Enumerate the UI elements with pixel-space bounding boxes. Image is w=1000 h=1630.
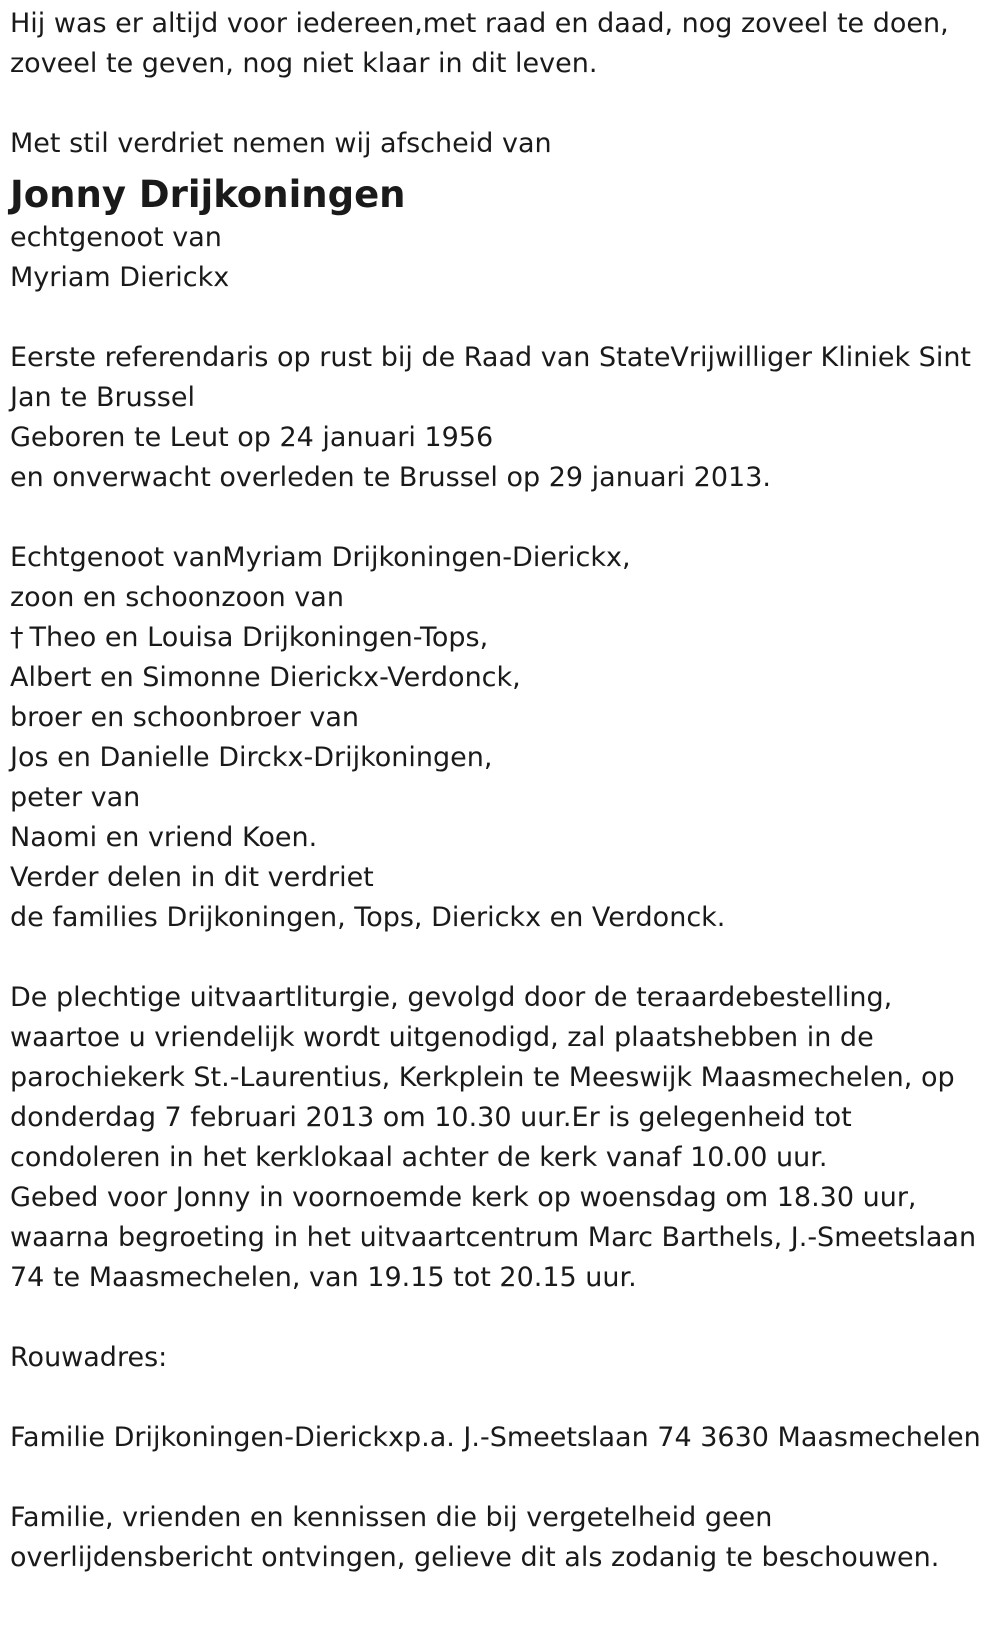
address-label: Rouwadres: bbox=[10, 1342, 168, 1373]
closing-line: Familie, vrienden en kennissen die bij vergetelheid geen bbox=[10, 1502, 773, 1533]
cross-icon: † bbox=[10, 622, 24, 653]
address-value: Familie Drijkoningen-Dierickxp.a. J.-Smeetslaan 74 3630 Maasmechelen bbox=[10, 1422, 981, 1453]
ceremony-line: parochiekerk St.-Laurentius, Kerkplein te Meeswijk Maasmechelen, op bbox=[10, 1062, 955, 1093]
biography bbox=[10, 338, 995, 498]
ceremony-line: condoleren in het kerklokaal achter de kerk vanaf 10.00 uur. bbox=[10, 1142, 828, 1173]
spacer bbox=[10, 1298, 995, 1338]
intro-line: Hij was er altijd voor iedereen,met raad en daad, nog zoveel te doen, bbox=[10, 8, 949, 39]
family-line: Echtgenoot vanMyriam Drijkoningen-Dierickx, bbox=[10, 542, 631, 573]
bio-line: Eerste referendaris op rust bij de Raad van StateVrijwilliger Kliniek Sint bbox=[10, 342, 972, 373]
spacer bbox=[10, 1458, 995, 1498]
ceremony-line: De plechtige uitvaartliturgie, gevolgd door de teraardebestelling, bbox=[10, 982, 893, 1013]
ceremony-line: Gebed voor Jonny in voornoemde kerk op woensdag om 18.30 uur, bbox=[10, 1182, 917, 1213]
parents-names: Theo en Louisa Drijkoningen-Tops, bbox=[29, 622, 489, 653]
intro-line: zoveel te geven, nog niet klaar in dit leven. bbox=[10, 48, 598, 79]
family-line: de families Drijkoningen, Tops, Dierickx en Verdonck. bbox=[10, 902, 726, 933]
bio-line: Jan te Brussel bbox=[10, 382, 195, 413]
ceremony-line: waartoe u vriendelijk wordt uitgenodigd, zal plaatshebben in de bbox=[10, 1022, 874, 1053]
family-line: peter van bbox=[10, 782, 141, 813]
ceremony-details bbox=[10, 978, 995, 1298]
ceremony-line: 74 te Maasmechelen, van 19.15 tot 20.15 uur. bbox=[10, 1262, 637, 1293]
ceremony-line: waarna begroeting in het uitvaartcentrum Marc Barthels, J.-Smeetslaan bbox=[10, 1222, 977, 1253]
family-list bbox=[10, 538, 995, 938]
obituary-notice bbox=[10, 4, 995, 1578]
spouse-name: Myriam Dierickx bbox=[10, 262, 230, 293]
family-line: Albert en Simonne Dierickx-Verdonck, bbox=[10, 662, 521, 693]
intro-text bbox=[10, 4, 995, 84]
family-line: broer en schoonbroer van bbox=[10, 702, 360, 733]
spacer bbox=[10, 498, 995, 538]
bio-line: en onverwacht overleden te Brussel op 29 januari 2013. bbox=[10, 462, 771, 493]
family-line: zoon en schoonzoon van bbox=[10, 582, 344, 613]
family-line: Naomi en vriend Koen. bbox=[10, 822, 318, 853]
spacer bbox=[10, 938, 995, 978]
spacer bbox=[10, 1378, 995, 1418]
spacer bbox=[10, 298, 995, 338]
bio-line: Geboren te Leut op 24 januari 1956 bbox=[10, 422, 494, 453]
spacer bbox=[10, 84, 995, 124]
family-line-deceased-parents bbox=[10, 618, 995, 658]
closing-text bbox=[10, 1498, 995, 1578]
family-line: Verder delen in dit verdriet bbox=[10, 862, 374, 893]
spouse-label: echtgenoot van bbox=[10, 222, 222, 253]
ceremony-line: donderdag 7 februari 2013 om 10.30 uur.Er is gelegenheid tot bbox=[10, 1102, 852, 1133]
deceased-name: Jonny Drijkoningen bbox=[10, 173, 406, 216]
closing-line: overlijdensbericht ontvingen, gelieve dit als zodanig te beschouwen. bbox=[10, 1542, 940, 1573]
farewell-text: Met stil verdriet nemen wij afscheid van bbox=[10, 128, 552, 159]
family-line: Jos en Danielle Dirckx-Drijkoningen, bbox=[10, 742, 493, 773]
